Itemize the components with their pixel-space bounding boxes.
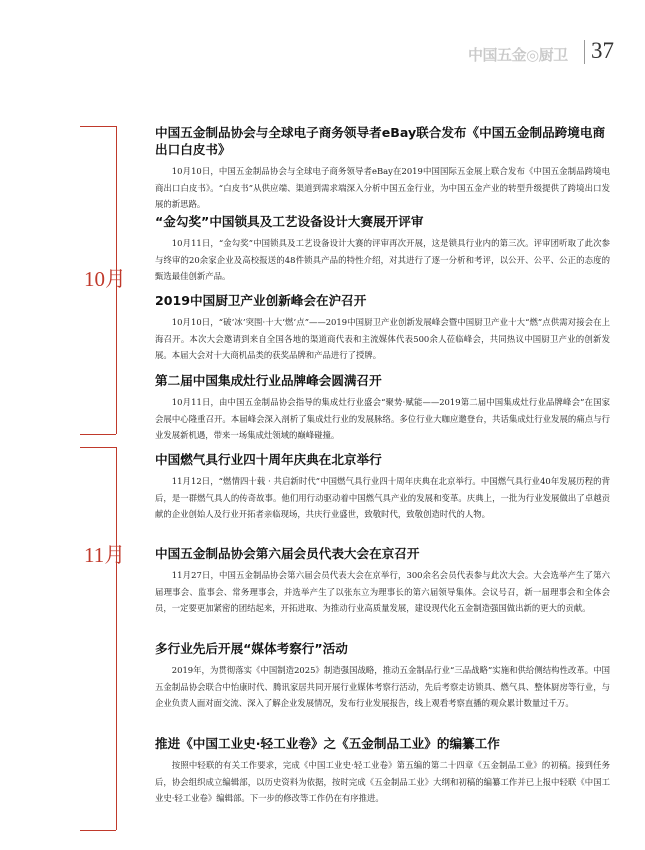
timeline-line-november: [116, 447, 117, 830]
news-item-gas-appliance-anniversary: [155, 451, 610, 523]
news-title: 中国五金制品协会第六届会员代表大会在京召开: [155, 546, 420, 561]
news-body: 11月12日，“燃情四十载 · 共启新时代”中国燃气具行业四十周年庆典在北京举行。中国燃气具行业40年发展历程的背后，是一群燃气具人的传奇故事。他们用行动驱动着中国燃气具产业的发展和变革。庆典上，一批为行业发展做出了卓越贡献的企业创始人及行业开拓者亲临现场，共庆行业盛世，致敬时代，致敬创造时代的人物。: [155, 476, 610, 519]
news-item-member-congress: [155, 545, 610, 617]
news-title: 中国五金制品协会与全球电子商务领导者eBay联合发布《中国五金制品跨境电商出口白皮书》: [155, 125, 606, 157]
month-label-october: 10月: [84, 267, 126, 291]
news-item-ebay-whitepaper: [155, 124, 610, 213]
news-item-integrated-stove-summit: [155, 372, 610, 444]
timeline-tick-october-end: [80, 434, 116, 435]
timeline-tick-october-start: [80, 126, 116, 127]
news-body: 10月11日，“金勾奖”中国锁具及工艺设备设计大赛的评审再次开展，这是锁具行业内的第三次。评审团听取了此次参与终审的20余家企业及高校报送的48件锁具产品的特性介绍，对其进行了逐一分析和考评，以公开、公平、公正的态度的甄选最佳创新产品。: [155, 238, 610, 281]
news-title: 推进《中国工业史·轻工业卷》之《五金制品工业》的编纂工作: [155, 736, 500, 751]
news-item-golden-hook-award: [155, 213, 610, 285]
page-number: 37: [591, 38, 614, 63]
timeline-tick-november-start: [80, 447, 116, 448]
news-body: 2019年，为贯彻落实《中国制造2025》制造强国战略，推动五金制品行业“三品战略”实施和供给侧结构性改革。中国五金制品协会联合中怡康时代、腾讯家居共同开展行业媒体考察行活动，先后考察走访锁具、燃气具、整体厨房等行业，与企业负责人面对面交流、深入了解企业发展情况，发布行业发展报告，线上观看考察直播的观众累计数量过千万。: [155, 665, 610, 708]
magazine-logo: 中国五金◎厨卫: [468, 46, 568, 64]
news-body: 11月27日，中国五金制品协会第六届会员代表大会在京举行，300余名会员代表参与此次大会。大会选举产生了第六届理事会、监事会、常务理事会，并选举产生了以张东立为理事长的第六届领导集体。会议号召，新一届理事会和全体会员，一定要更加紧密的团结起来，开拓进取、为推动行业高质量发展，建设现代化五金制造强国做出新的更大的贡献。: [155, 570, 610, 613]
month-label-november: 11月: [84, 543, 126, 567]
news-item-industry-history: [155, 735, 610, 807]
news-title: 中国燃气具行业四十周年庆典在北京举行: [155, 452, 382, 467]
news-title: 多行业先后开展“媒体考察行”活动: [155, 641, 348, 656]
header-divider: [584, 40, 585, 64]
news-item-kitchen-bath-summit: [155, 292, 610, 364]
timeline-tick-november-end: [80, 830, 116, 831]
news-body: 10月11日，由中国五金制品协会指导的集成灶行业盛会“聚势·赋能——2019第二届中国集成灶行业品牌峰会”在国家会展中心隆重召开。本届峰会深入剖析了集成灶行业的发展脉络。多位行业大咖应邀登台，共话集成灶行业发展的痛点与行业发展新机遇，带来一场集成灶领域的巅峰碰撞。: [155, 397, 610, 440]
news-title: 第二届中国集成灶行业品牌峰会圆满召开: [155, 373, 382, 388]
news-item-media-tour: [155, 640, 610, 712]
news-body: 10月10日，中国五金制品协会与全球电子商务领导者eBay在2019中国国际五金展上联合发布《中国五金制品跨境电商出口白皮书》。“白皮书”从供应端、渠道到需求端深入分析中国五金行业，为中国五金产业的转型升级提供了跨境出口发展的新思路。: [155, 166, 610, 209]
news-title: “金勾奖”中国锁具及工艺设备设计大赛展开评审: [155, 214, 424, 229]
news-body: 10月10日，“破‘冰’突围·十大‘燃’点”——2019中国厨卫产业创新发展峰会暨中国厨卫产业十大“燃”点供需对接会在上海召开。本次大会邀请到来自全国各地的渠道商代表和主流媒体代表500余人莅临峰会，共同热议中国厨卫产业的创新发展。本届大会对十大商机品类的获奖品牌和产品进行了授牌。: [155, 317, 610, 360]
news-body: 按照中轻联的有关工作要求，完成《中国工业史·轻工业卷》第五编的第二十四章《五金制品工业》的初稿。接到任务后，协会组织成立编辑部，以历史资料为依据，按时完成《五金制品工业》大纲和初稿的编纂工作并已上报中轻联《中国工业史·轻工业卷》编辑部。下一步的修改等工作仍在有序推进。: [155, 760, 610, 803]
news-title: 2019中国厨卫产业创新峰会在沪召开: [155, 293, 367, 308]
